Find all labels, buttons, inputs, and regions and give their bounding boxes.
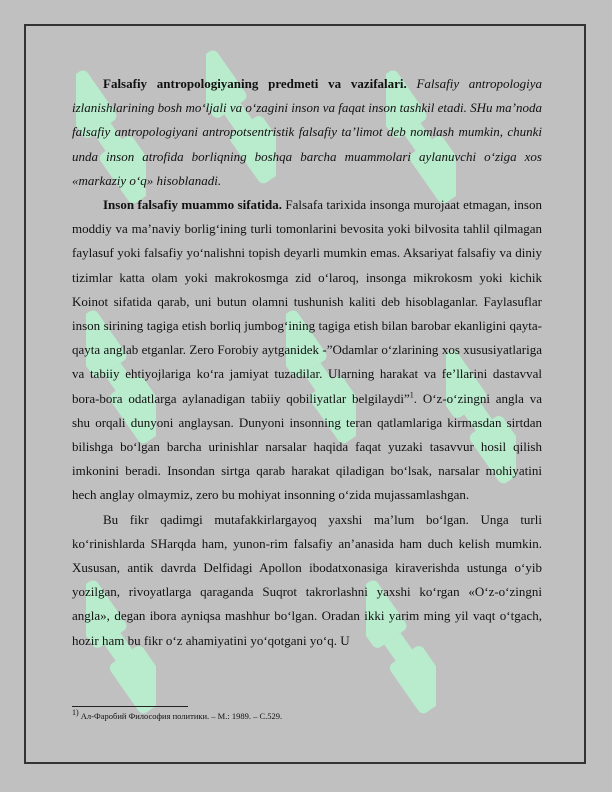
footnote [72,710,542,722]
paragraph-predmeti [72,72,542,193]
heading-muammo: Inson falsafiy muammo sifatida. [103,197,282,213]
footnote-reference[interactable]: 1 [409,390,414,400]
document-page [24,24,586,764]
paragraph-qadimgi-text: Bu fikr qadimgi mutafakkirlargayoq yaxshi ma’lum boʻlgan. Unga turli koʻrinishlarda SHarqda ham, yunon-rim falsafiy an’anasida ham duch kelish mumkin. Xususan, antik davrda Delfidagi Apollon ibodatxonasiga kiraverishda ustunga oʻyib yozilgan, rivoyatlarga qaraganda Suqrot takrorlashni yaxshi koʻrgan «Oʻz-oʻzingni angla», degan ibora ayniqsa mashhur boʻlgan. Oradan ikki yarim ming yil vaqt oʻtgach, hozir ham bu fikr oʻz ahamiyatini yoʻqotgani yoʻq. U [72,511,542,648]
footnote-divider [72,706,188,707]
footnote-marker: 1) [72,708,79,718]
heading-predmeti: Falsafiy antropologiyaning predmeti va vazifalari. [103,76,407,91]
paragraph-muammo-text-cont: . Oʻz-oʻzingni angla va shu orqali dunyoni anglaysan. Dunyoni insonning teran qatlamlariga kirmasdan sirtdan bilishga boʻlgan barcha urinishlar narsalar haqida faqat yuzaki tasavvur hosil qilish imkonini beradi. Insondan sirtga qarab harakat qiladigan boʻlsak, narsalar mohiyatini hech anglay olmaymiz, zero bu mohiyat insonning oʻzida mujassamlashgan. [72,390,543,503]
document-body [72,72,542,653]
paragraph-muammo-text: Falsafa tarixida insonga murojaat etmagan, inson moddiy va ma’naviy borligʻining turli tomonlarini bevosita yoki bilvosita tahlil qilmagan faylasuf yoki falsafiy yoʻnalishni topish deyarli mumkin emas. Aksariyat falsafiy va diniy tizimlar katta olam yoki makrokosmga zid oʻlaroq, insonga mikrokosm yoki kichik Koinot sifatida qarab, uni butun olamni tushunish kaliti deb hisoblaganlar. Faylasuflar inson sirining tagiga etish borliq jumbogʻining tagiga etish bilan barobar ekanligini qayta-qayta anglab etganlar. Zero Forobiy aytganidek -”Odamlar oʻzlarining xos xususiyatlariga va tabiiy ehtiyojlariga koʻra jamiyat tuzadilar. Ularning harakat va fe’llarini dastavval bora-bora odatlarga aylanadigan tabiiy qobiliyatlar belgilaydi” [72,197,542,406]
paragraph-predmeti-text: Falsafiy antropologiya izlanishlarining bosh moʻljali va oʻzagini inson va faqat inson tashkil etadi. SHu ma’noda falsafiy antropologiyani antropotsentristik falsafiy ta’limot deb nomlash mumkin, chunki unda inson atrofida borliqning boshqa barcha muammolari aylanuvchi oʻziga xos «markaziy oʻq» hisoblanadi. [72,76,542,188]
paragraph-qadimgi [72,508,542,653]
paragraph-muammo [72,193,542,508]
footnote-text: Ал-Фаробий Философия политики. – М.: 1989. – С.529. [78,711,283,721]
